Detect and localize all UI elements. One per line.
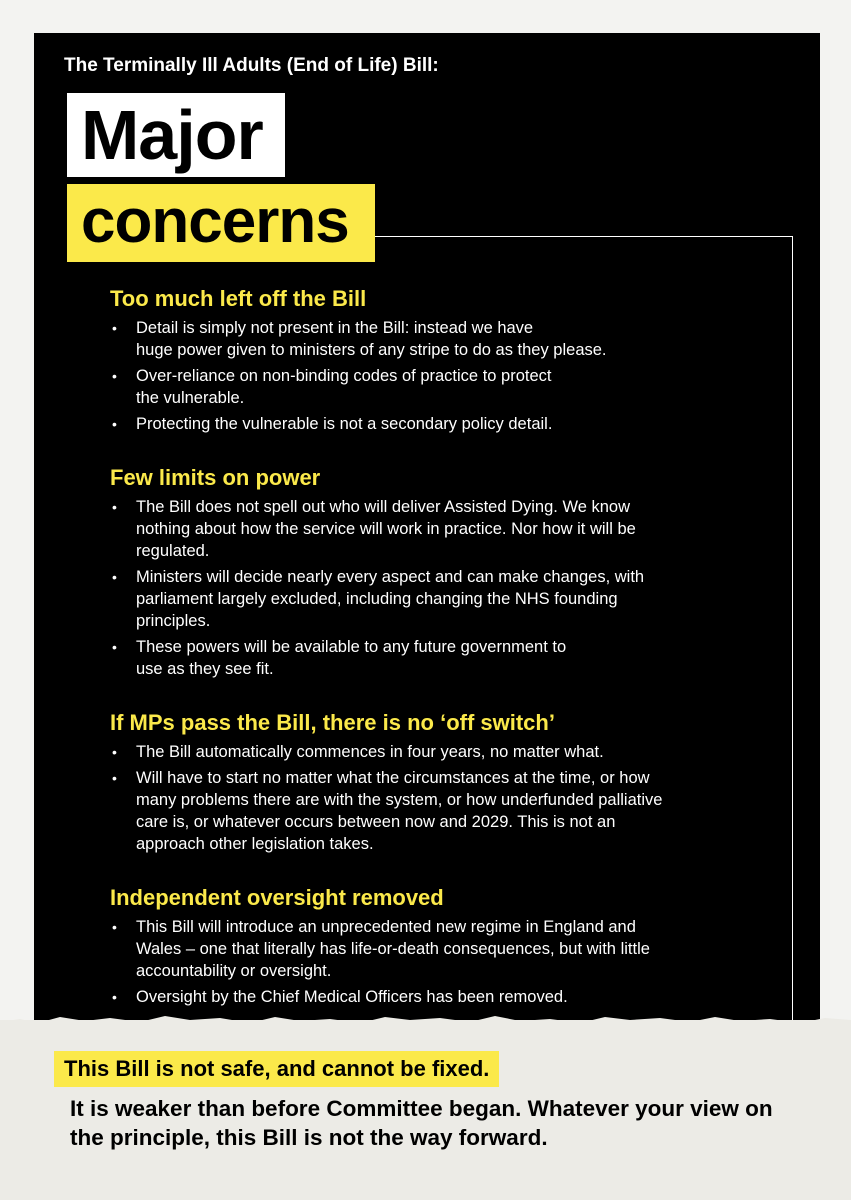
bullet-text: Will have to start no matter what the circumstances at the time, or how many problems there are with the system, or how underfunded palliative care is, or whatever occurs between now and 2029. This is not an approach other legislation takes. (136, 769, 663, 853)
bullet-text: The Bill automatically commences in four years, no matter what. (136, 743, 604, 761)
bullet-item (110, 767, 730, 855)
bullet-text: Over-reliance on non-binding codes of practice to protect the vulnerable. (136, 367, 552, 407)
bullet-dot-icon: • (112, 919, 117, 935)
bullet-item (110, 986, 730, 1008)
bullet-dot-icon: • (112, 416, 117, 432)
conclusion-text: It is weaker than before Committee began. Whatever your view on the principle, this Bill is not the way forward. (70, 1096, 773, 1150)
bullet-text: This Bill will introduce an unprecedented new regime in England and Wales – one that literally has life-or-death consequences, but with little accountability or oversight. (136, 918, 650, 980)
bullet-text: The Bill does not spell out who will deliver Assisted Dying. We know nothing about how the service will work in practice. Nor how it will be regulated. (136, 498, 636, 560)
concerns-list (110, 286, 730, 1038)
bullet-text: Oversight by the Chief Medical Officers has been removed. (136, 988, 568, 1006)
bullet-item (110, 496, 730, 562)
bullet-list (110, 916, 730, 1008)
bullet-item (110, 741, 730, 763)
verdict-highlight: This Bill is not safe, and cannot be fixed. (54, 1051, 499, 1087)
title-concerns: concerns (67, 184, 375, 262)
title-major: Major (67, 93, 285, 177)
bullet-item (110, 916, 730, 982)
section-limits-on-power (110, 465, 730, 680)
bullet-dot-icon: • (112, 320, 117, 336)
bullet-dot-icon: • (112, 499, 117, 515)
bill-subtitle: The Terminally Ill Adults (End of Life) Bill: (64, 55, 439, 76)
bullet-dot-icon: • (112, 989, 117, 1005)
bullet-item (110, 317, 730, 361)
section-heading: Independent oversight removed (110, 885, 444, 910)
bullet-dot-icon: • (112, 639, 117, 655)
bullet-item (110, 636, 730, 680)
bullet-text: Detail is simply not present in the Bill: instead we have huge power given to ministers of any stripe to do as they please. (136, 319, 607, 359)
section-left-off-bill (110, 286, 730, 435)
bullet-dot-icon: • (112, 569, 117, 585)
section-heading: Too much left off the Bill (110, 286, 367, 311)
bullet-item (110, 365, 730, 409)
bullet-dot-icon: • (112, 744, 117, 760)
bullet-dot-icon: • (112, 770, 117, 786)
bullet-text: Ministers will decide nearly every aspect and can make changes, with parliament largely excluded, including changing the NHS founding principles. (136, 568, 645, 630)
bullet-list (110, 496, 730, 680)
bullet-list (110, 741, 730, 855)
torn-edge-shape (0, 1008, 851, 1032)
section-oversight-removed (110, 885, 730, 1008)
bullet-text: These powers will be available to any future government to use as they see fit. (136, 638, 567, 678)
bullet-item (110, 413, 730, 435)
section-heading: If MPs pass the Bill, there is no ‘off switch’ (110, 710, 555, 735)
section-heading: Few limits on power (110, 465, 321, 490)
bullet-item (110, 566, 730, 632)
bullet-text: Protecting the vulnerable is not a secondary policy detail. (136, 415, 553, 433)
bullet-dot-icon: • (112, 368, 117, 384)
section-no-off-switch (110, 710, 730, 855)
bullet-list (110, 317, 730, 435)
